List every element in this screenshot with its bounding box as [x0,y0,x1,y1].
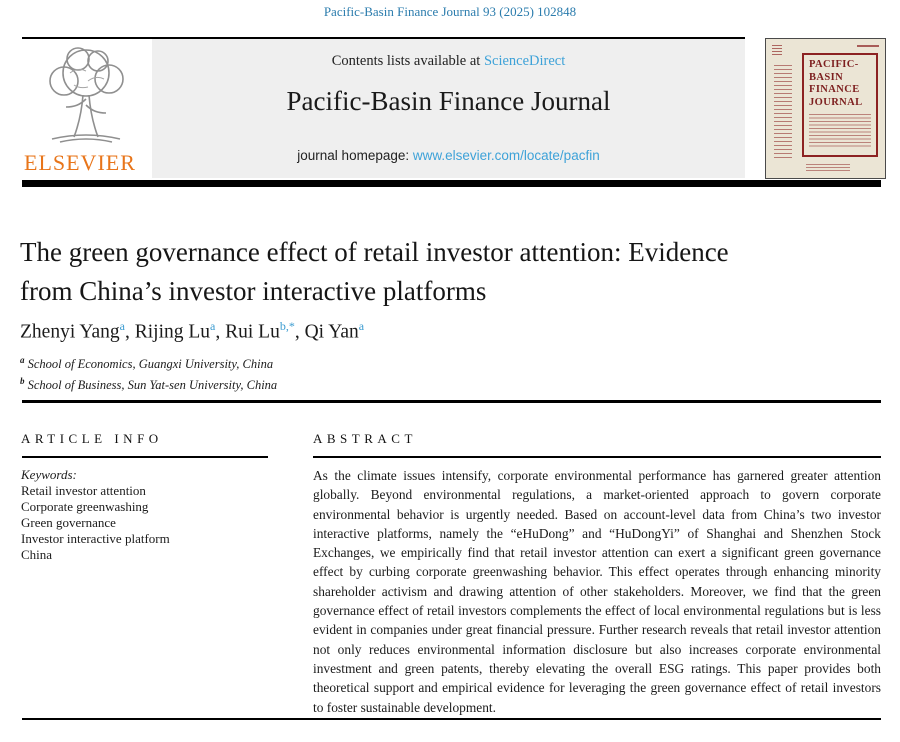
journal-banner [152,39,745,178]
cover-footer-lines [806,164,850,172]
cover-title-box [802,53,878,157]
author-name: Zhenyi Yang [20,321,120,343]
abstract-text: As the climate issues intensify, corporate environmental performance has garnered greater attention globally. Beyond environmental regulations, a market-oriented approach to govern corporate environmental behavior is urgently needed. Based on account-level data from China’s two investor interactive platforms, namely the “eHuDong” and “HuDongYi” of Shanghai and Shenzhen Stock Exchanges, we empirically find that retail investor attention can exert a significant green governance effect by curbing corporate greenwashing behavior. This effect operates through enhancing minority shareholder activism and drawing attention of other stakeholders. Moreover, we find that the green governance effect of retail investors complements the effect of local environmental regulations but is less evident in companies under great financial pressure. Further research reveals that retail investor attention not only reduces environmental information disclosure but also increases corporate environmental investment and green patents, thereby elevating the overall ESG ratings. This paper provides both theoretical support and empirical evidence for leveraging the green governance effect of retail investors to foster sustainable development. [313,468,881,715]
affiliation-list [20,352,620,394]
info-abstract-top-rule [22,400,881,403]
contents-line-prefix: Contents lists available at [331,53,484,69]
keyword-item: Green governance [21,515,116,530]
article-title [20,233,800,311]
author-separator: , [294,321,305,343]
author-affiliation-sup: a [210,319,216,333]
elsevier-logo [22,39,152,178]
article-title-line2: from China’s investor interactive platforms [20,276,487,306]
article-info-heading-rule [22,456,268,458]
journal-title: Pacific-Basin Finance Journal [286,86,611,116]
cover-title-line: BASIN [809,71,844,83]
affiliation [20,373,620,394]
sciencedirect-link[interactable]: ScienceDirect [483,53,566,69]
author-separator: , [125,321,135,343]
author-affiliation-sup: a [119,319,125,333]
keyword-item: China [21,547,53,562]
author-affiliation-sup: a [358,319,365,333]
keyword-item: Investor interactive platform [21,531,170,546]
cover-title-line: JOURNAL [809,96,863,108]
contents-line [152,53,745,70]
header-bottom-bar [22,180,881,187]
page-bottom-rule [22,718,881,720]
elsevier-wordmark: ELSEVIER [24,150,136,175]
article-title-line1: The green governance effect of retail investor attention: Evidence [20,237,729,267]
author-affiliation-sup: b,* [279,319,295,333]
affiliation-sup: a [20,355,25,365]
running-head-citation: Pacific-Basin Finance Journal 93 (2025) 102848 [323,4,577,19]
homepage-line [152,148,745,163]
elsevier-tree-logo-icon [30,43,142,147]
cover-contents-lines [809,114,871,148]
author-separator: , [215,321,226,343]
homepage-prefix: journal homepage: [297,148,413,163]
author-name: Rijing Lu [134,321,211,343]
cover-title-line: FINANCE [809,84,860,95]
author-name: Rui Lu [225,321,280,343]
keyword-item: Retail investor attention [21,483,146,498]
cover-stamp-mark [772,45,782,57]
keywords-block [21,467,291,563]
journal-cover-thumbnail[interactable] [765,38,886,179]
affiliation [20,352,620,373]
affiliation-text: School of Economics, Guangxi University, China [24,357,274,372]
abstract-heading-rule [313,456,881,458]
homepage-url-link[interactable]: www.elsevier.com/locate/pacfin [412,148,600,163]
abstract-heading: ABSTRACT [313,431,417,446]
article-info-heading: ARTICLE INFO [21,431,163,446]
keywords-label: Keywords: [21,467,77,482]
cover-side-text-lines [774,65,792,161]
affiliation-sup: b [20,376,25,387]
affiliation-text: School of Business, Sun Yat-sen University, China [24,378,278,393]
author-list [20,319,780,344]
cover-issn-line [857,45,879,47]
author-name: Qi Yan [304,321,359,343]
keyword-item: Corporate greenwashing [21,499,149,514]
cover-title-line: PACIFIC- [809,59,859,70]
